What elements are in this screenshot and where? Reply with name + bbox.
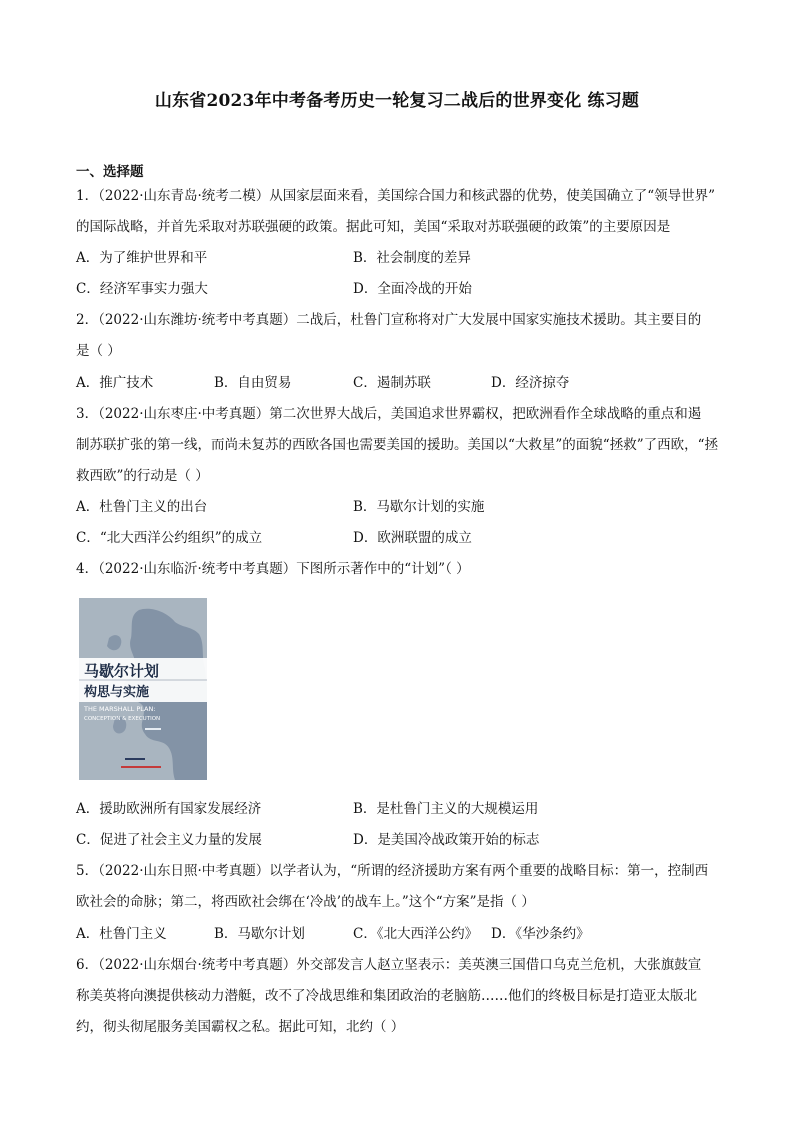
question-3-option-b[interactable]: B．马歇尔计划的实施: [353, 499, 485, 515]
question-4-option-d[interactable]: D．是美国冷战政策开始的标志: [353, 832, 540, 848]
question-2-option-b[interactable]: B．自由贸易: [214, 375, 292, 391]
book-title-cn-line-1: 马歇尔计划: [84, 662, 160, 680]
question-5-option-d[interactable]: D．《华沙条约》: [491, 926, 590, 942]
question-3-line-2: 制苏联扩张的第一线，而尚未复苏的西欧各国也需要美国的援助。美国以“大救星”的面貌“拯救”了西欧，“拯: [76, 437, 719, 453]
book-title-en-line-2: CONCEPTION & EXECUTION: [84, 716, 161, 722]
question-5-line-1: 5．（2022·山东日照·中考真题）以学者认为，“所谓的经济援助方案有两个重要的战略目标：第一，控制西: [76, 863, 709, 879]
book-title-en-line-1: THE MARSHALL PLAN:: [84, 705, 156, 713]
book-title-cn-line-2: 构思与实施: [84, 685, 150, 700]
question-2-option-c[interactable]: C．遏制苏联: [353, 375, 431, 391]
question-4-option-c[interactable]: C．促进了社会主义力量的发展: [76, 832, 262, 848]
question-4-option-a[interactable]: A．援助欧洲所有国家发展经济: [76, 801, 262, 817]
page-title: 山东省2023年中考备考历史一轮复习二战后的世界变化 练习题: [154, 91, 640, 111]
question-1-line-2: 的国际战略，并首先采取对苏联强硬的政策。据此可知，美国“采取对苏联强硬的政策”的主要原因是: [76, 219, 671, 235]
question-3-line-1: 3．（2022·山东枣庄·中考真题）第二次世界大战后，美国追求世界霸权，把欧洲看作全球战略的重点和遏: [76, 406, 702, 422]
question-6-line-2: 称美英将向澳提供核动力潜艇，改不了冷战思维和集团政治的老脑筋……他们的终极目标是打造亚太版北: [76, 988, 697, 1004]
question-6-line-1: 6．（2022·山东烟台·统考中考真题）外交部发言人赵立坚表示：美英澳三国借口乌克兰危机，大张旗鼓宣: [76, 957, 702, 973]
question-1-option-c[interactable]: C．经济军事实力强大: [76, 281, 208, 297]
section-heading: 一、选择题: [76, 164, 144, 180]
question-2-option-d[interactable]: D．经济掠夺: [491, 375, 570, 391]
question-3-option-a[interactable]: A．杜鲁门主义的出台: [76, 499, 208, 515]
question-4-option-b[interactable]: B．是杜鲁门主义的大规模运用: [353, 801, 539, 817]
question-1-line-1: 1．（2022·山东青岛·统考二模）从国家层面来看，美国综合国力和核武器的优势，使美国确立了“领导世界”: [76, 188, 716, 204]
question-6-line-3: 约，彻头彻尾服务美国霸权之私。据此可知，北约（ ）: [76, 1019, 405, 1035]
question-2-line-1: 2．（2022·山东潍坊·统考中考真题）二战后，杜鲁门宣称将对广大发展中国家实施技术援助。其主要目的: [76, 312, 702, 328]
question-1-option-d[interactable]: D．全面冷战的开始: [353, 281, 472, 297]
question-1-option-b[interactable]: B．社会制度的差异: [353, 250, 471, 266]
question-4-line-1: 4．（2022·山东临沂·统考中考真题）下图所示著作中的“计划”（ ）: [76, 561, 470, 577]
question-5-option-a[interactable]: A．杜鲁门主义: [76, 926, 167, 942]
question-5-option-b[interactable]: B．马歇尔计划: [214, 926, 305, 942]
question-2-option-a[interactable]: A．推广技术: [76, 375, 154, 391]
marshall-plan-book-cover: [79, 598, 207, 780]
question-2-line-2: 是（ ）: [76, 343, 121, 359]
question-3-line-3: 救西欧”的行动是（ ）: [76, 468, 209, 484]
question-1-option-a[interactable]: A．为了维护世界和平: [76, 250, 208, 266]
question-3-option-d[interactable]: D．欧洲联盟的成立: [353, 530, 472, 546]
question-5-line-2: 欧社会的命脉；第二，将西欧社会绑在‘冷战’的战车上。”这个“方案”是指（ ）: [76, 894, 535, 910]
question-5-option-c[interactable]: C．《北大西洋公约》: [353, 926, 479, 942]
question-3-option-c[interactable]: C．“北大西洋公约组织”的成立: [76, 530, 263, 546]
